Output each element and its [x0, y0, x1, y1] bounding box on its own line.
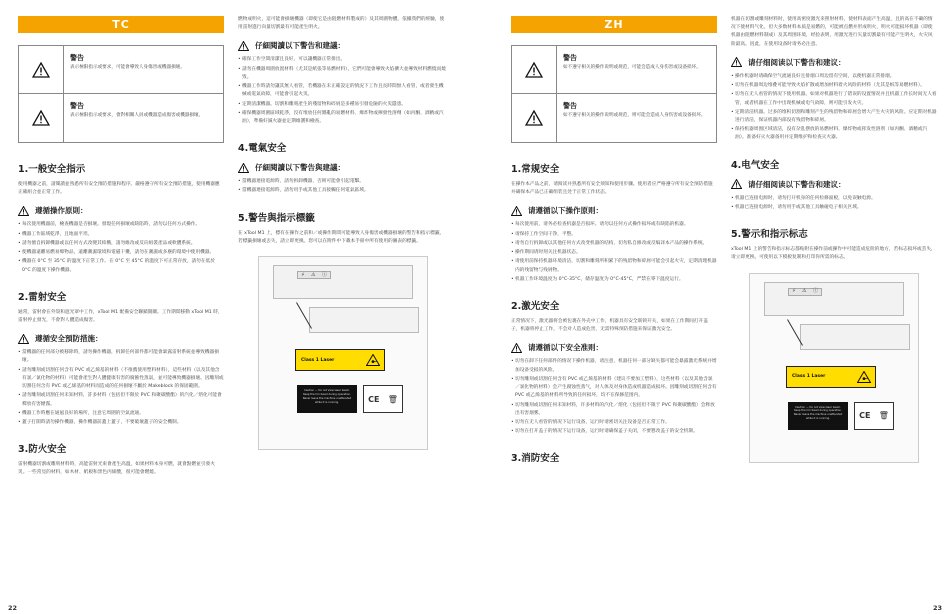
- class1-label-text: Class 1 Laser: [301, 357, 335, 363]
- warning-desc: 如不遵守相关的操作说明或规范，可能会造成人身伤害或设备损坏。: [563, 65, 701, 70]
- list-item: • 當機器的任何部分被移除時，請勿操作機器，拆卸任何部件都可能會暴露雷射系統並導致機器損壞。: [18, 349, 224, 365]
- info-icon: ⓘ: [321, 271, 327, 278]
- class1-label-text: Class 1 Laser: [792, 374, 826, 379]
- bullet-list: [731, 73, 937, 143]
- language-banner: TC: [18, 16, 224, 33]
- recycle-bin-icon: 🗑: [387, 394, 398, 404]
- section-title-warning-labels: 5.警告與指示標籤: [238, 212, 315, 224]
- warning-row: [512, 94, 716, 142]
- section-title-laser-safety: 2.雷射安全: [18, 291, 67, 303]
- subheading-text: 仔細閱讀以下警告和建議：: [255, 41, 345, 51]
- list-item: • 机器已连接电源时，请勿用手或其他工具触碰电子相关区域。: [731, 204, 937, 212]
- subheading: [511, 342, 717, 353]
- section-paragraph: 在 xTool M1 上，標有在操作之前和／或操作期間可能導致人身傷害或機器損壞的警告和指示標籤，若標籤損壞或丟失，請立即更換。您可以在附件中下載本手冊中所有使用的圖表的標籤。: [238, 230, 445, 244]
- list-item: • 请使用前保持机器环境清洁，切割和雕刻所积累下的残留物和碎屑可能会引起火灾，定期清理机器内的残留物与残屑物。: [511, 258, 717, 274]
- section-title-warning-labels: 5.警示和指示标志: [731, 229, 808, 241]
- warning-triangle-icon: [19, 94, 64, 142]
- warning-triangle-icon: [512, 94, 557, 142]
- section-title-general-safety: 1.常规安全: [511, 164, 560, 175]
- warning-triangle-icon: [511, 343, 522, 353]
- warning-triangle-icon: [19, 46, 64, 93]
- list-item: • 機器工作時應在通風良好的場所，注意它周圍的空氣流通。: [18, 410, 224, 418]
- warning-triangle-icon: [731, 57, 742, 67]
- warning-title: 警告: [70, 54, 84, 62]
- list-item: • 机器已连接电源时，请勿打开机身的任何检修面板，以免误触电源。: [731, 195, 937, 203]
- list-item: • 切勿在打开盖子的情况下运行设备，运行时请确保盖子关闭，不要篡改盖子的安全机制。: [511, 428, 717, 436]
- ce-label: [363, 385, 403, 413]
- list-item: • 每次使用前，请务必检查机器是否损坏。请勿以任何方式操作损坏或有缺陷的机器。: [511, 221, 717, 229]
- machine-front-panel: [800, 324, 910, 350]
- page-number: 22: [8, 604, 18, 612]
- section-paragraph: 机器在切割或雕刻材料时，使用高密度激光来照射材料，使材料表面产生高温，且的高在不确的情况下使材料气化，但大多数材料本质是易燃的，可能被点燃并形成明火，明火可能损坏机器（即使机器由阻燃材料制成）及其周围环境，经验表明，用激光进行矢量切割最有可能产生明火，火灾风险最高。因此，在使用设备时请务必注意。: [731, 17, 933, 47]
- list-item: • 保持机器周围区域清洁，没有杂乱摆放的易燃材料、爆炸物或挥发性溶剂（如丙酮、酒精或汽油）。准备好灭火器备用并定期维护和检查灭火器。: [731, 126, 937, 142]
- machine-label-strip: [297, 271, 331, 279]
- bullet-list: [18, 221, 224, 274]
- warning-triangle-icon: [512, 46, 557, 93]
- machine-front-panel: [309, 307, 419, 333]
- ce-mark: CE: [368, 394, 380, 404]
- machine-body: [273, 265, 413, 299]
- bullet-list: [18, 349, 224, 427]
- warning-desc: 表示極限指示或要求，可能會導致人身傷害或機器損壞。: [70, 65, 185, 70]
- warning-triangle-icon: [511, 206, 522, 216]
- bullet-list: [238, 56, 448, 126]
- subheading-text: 遵循安全預防措施：: [35, 334, 103, 344]
- page-right-col2: [731, 16, 937, 463]
- bullet-list: [511, 221, 717, 284]
- subheading: [238, 40, 448, 51]
- subheading-text: 请遵循以下操作原则：: [528, 206, 603, 216]
- list-item: • 請勿雕刻或切割任何未知材料，許多材料（包括但不限於 PVC 和聚碳酸酯）的汽化／熔化可能會釋放有害煙霧。: [18, 392, 224, 408]
- list-item: • 切勿雕刻或切割任何未知材料，许多材料的汽化／熔化（包括但不限于 PVC 和聚碳酸酯）会释放出有害烟雾。: [511, 402, 717, 418]
- subheading-text: 仔細閱讀以下警告與建議：: [255, 163, 345, 173]
- section-title-laser-safety: 2.激光安全: [511, 300, 560, 312]
- list-item: • 请保持工作空间干净，平整。: [511, 231, 717, 239]
- section-paragraph: 雷射機器切割或雕刻材料時，高能雷射光束會產生高溫，如果材料本身可燃，就會點燃並引發火災。一些常見的材料，如木材、紙板和黑色丙烯酸，很可能會燃燒。: [18, 462, 215, 476]
- caution-label: [788, 402, 848, 430]
- warning-title: 警告: [70, 102, 84, 110]
- subheading-text: 请仔细阅读以下警告和建议：: [748, 179, 846, 189]
- bullet-list: [731, 195, 937, 212]
- list-item: • 機器在 0°C 至 35°C 的溫度下正常工作。在 0°C 至 45°C 的溫度下可正常存放，請勿在低於 0°C 的溫度下操作機器。: [18, 258, 224, 274]
- info-icon: ⓘ: [812, 288, 818, 294]
- warning-triangle-icon: ⚠: [311, 271, 316, 278]
- subheading: [731, 57, 937, 68]
- warning-triangle-icon: [731, 179, 742, 189]
- lightning-icon: ⚡: [792, 288, 796, 294]
- machine-label-illustration: [749, 273, 919, 463]
- list-item: • 切勿在机器周边堆叠可能导致火焰扩散或增加材料着火风险的材料（尤其是纸等易燃材料）。: [731, 82, 937, 90]
- list-item: • 操作机器时请确保空气流通良好且排烟口周边留有空间，以便机器正常排烟。: [731, 73, 937, 81]
- lightning-icon: ⚡: [301, 271, 305, 278]
- subheading-text: 遵循操作原則：: [35, 206, 88, 216]
- warning-row: [512, 46, 716, 94]
- list-item: • 確保工作空間清潔且良好，可以讓機器正常排出。: [238, 56, 448, 64]
- section-paragraph: xTool M1 上的警告和指示标志都贴附在操作前或操作中可能造成危险的地方，若标志损坏或丢失，请立即更换。可使用以下模板复制和打印你所需的标志。: [731, 247, 936, 261]
- section-title-general-safety: 1.一般安全指示: [18, 164, 86, 175]
- list-item: • 請勿擅自拆卸機器或以任何方式改變其結構，請勿維改或反向組裝產品或軟體系統。: [18, 240, 224, 248]
- warning-triangle-icon: ⚠: [802, 288, 807, 294]
- section-title-electrical-safety: 4.電氣安全: [238, 143, 287, 155]
- caution-label: [297, 385, 357, 413]
- page-number: 23: [932, 604, 942, 612]
- section-title-fire-safety: 3.消防安全: [511, 453, 560, 465]
- warning-desc: 如不遵守相关的操作说明或规范，则可能会造成人身伤害或设备损坏。: [563, 113, 706, 118]
- list-item: • 切勿在卸下任何部件的情况下操作机器，请注意，机器任何一部分缺失都可能会暴露激光系统并增加设备受损的风险。: [511, 358, 717, 374]
- section-paragraph: 燃物成明火，這可能會損壞機器（即使它是由阻燃材料製成的）及其周圍物體，依據我們的經驗，使用雷射進行向量切割最有可能產生明火。: [238, 17, 445, 31]
- caution-label-text: Caution — Do not view laser beam. Keep the lid closed during operation. Never leave the machine unattended while it is running.: [793, 405, 843, 421]
- class1-laser-label: [786, 366, 876, 388]
- list-item: • 機器工作時請勿讓其無人看管，若機器在未正確設定的情況下工作且長時間無人看管，或者發生機械或電氣故障，可能會引起火災。: [238, 83, 448, 99]
- recycle-bin-icon: 🗑: [878, 411, 889, 420]
- machine-label-strip: [788, 288, 822, 296]
- warning-triangle-icon: [238, 41, 249, 51]
- class1-laser-label: [295, 349, 385, 371]
- language-banner: ZH: [511, 16, 717, 33]
- section-paragraph: 正常情况下，激光器将会被包裹在外壳中工作，机器具有安全联锁开关，如果在工作期间打开盖子，机器将停止工作，不会对人造成危害，无需特殊预防措施来保证激光安全。: [511, 318, 708, 333]
- list-item: • 使機器遠離易燃易爆物品，遠離潮濕環境和電磁干擾，請勿在潮濕或多塵的環境中使用機器。: [18, 249, 224, 257]
- list-item: • 當機器連接電源時，請勿拆卸機器，否則可能會引起電擊。: [238, 178, 448, 186]
- subheading: [511, 205, 717, 216]
- list-item: • 操作期间请时刻关注机器状态。: [511, 249, 717, 257]
- list-item: • 切勿在无人看管的情况下使用机器。如果对机器进行了错误的设置情况并且机器工作长时间无人看管，或者机器在工作中出现机械或电气故障，则可能引发火灾。: [731, 91, 937, 107]
- warning-triangle-icon: [238, 163, 249, 173]
- ce-mark: CE: [859, 411, 871, 420]
- section-paragraph: 在操作本产品之前，请阅读并熟悉所有安全须知和使用步骤。使用者应严格遵守所有安全预防措施并确保本产品已正确组装且处于正常工作状态。: [511, 182, 713, 196]
- warning-triangle-icon: [18, 206, 29, 216]
- warning-title: 警告: [563, 102, 577, 110]
- warning-row: [19, 46, 223, 94]
- list-item: • 切勿雕刻或切割任何含有 PVC 或乙烯基的材料（建议不要加工塑料），这些材料（以及其他含氯／氯化物的材料）会产生腐蚀性蒸气，对人体及对身体造成机器造成损坏。因雕刻或切割任何含有 PVC 或乙烯基的材料所导致的任何损坏，均不在保修范围内。: [511, 376, 717, 401]
- list-item: • 机器工作环境温度为 0°C-35°C，储存温度为 0°C-45°C，严禁在零下温度运行。: [511, 276, 717, 284]
- list-item: • 機器工作區域乾淨，且地面平坦。: [18, 231, 224, 239]
- page-right: [475, 0, 950, 614]
- warning-row: [19, 94, 223, 142]
- caution-label-text: Caution — Do not view laser beam. Keep the lid closed during operation. Never leave the machine unattended while it is running.: [302, 389, 352, 404]
- section-title-electrical-safety: 4.电气安全: [731, 159, 780, 171]
- warning-box: [511, 45, 717, 143]
- list-item: • 定期清洁机器。过多的堆积切割和雕刻产生的残留物和碎屑会增大产生火灾的风险。应定期对机器进行清洁，保证机器内部没有残留物和碎屑。: [731, 109, 937, 125]
- list-item: • 每次使用機器前，檢查機器是否損壞。發現任何損壞或缺陷時，請勿以任何方式操作。: [18, 221, 224, 229]
- bullet-list: [238, 178, 448, 195]
- section-title-fire-safety: 3.防火安全: [18, 444, 67, 456]
- list-item: • 定期清潔機器。切割和雕刻產生的殘留物和碎屑是多種易引發危險的火災隱患。: [238, 101, 448, 109]
- list-item: • 當機器連接電源時，請勿用手或其他工具接觸任何電氣區域。: [238, 187, 448, 195]
- subheading-text: 请仔细阅读以下警告和建议：: [748, 57, 846, 67]
- page-left-col1: [18, 16, 224, 478]
- subheading-text: 请遵循以下安全准则：: [528, 343, 603, 353]
- list-item: • 請勿在機器周圍放置材料（尤其是紙張等易燃材料），它們可能會導致火焰擴大並導致材料燃燒而燒毀。: [238, 66, 448, 82]
- warning-triangle-icon: [18, 334, 29, 344]
- section-paragraph: 通常，雷射會在外殼和遮光罩中工作，xTool M1 配備安全聯鎖開關。工作期間移動 xTool M1 時，雷射停止發光，不會對人體造成傷害。: [18, 309, 223, 323]
- warning-title: 警告: [563, 54, 577, 62]
- machine-body: [764, 282, 904, 316]
- warning-box: [18, 45, 224, 143]
- section-paragraph: 使用機器之前，請閱讀並熟悉所有安全預防措施和程序。嚴格遵守所有安全預防措施，使用機器應正確組合並正常工作。: [18, 182, 220, 196]
- list-item: • 請勿雕刻或切割任何含有 PVC 或乙烯基的材料（不推薦使用塑料材料），這些材料（以及其他含有氯／氯化物的材料）可能會產生對人體健康有害的腐蝕性蒸氣，並可能導致機器損壞。因雕刻或切割任何含有 PVC 或乙烯基的材料而造成的任何損壞不屬於 Makeblock 的保固範圍。: [18, 367, 224, 392]
- subheading: [731, 179, 937, 190]
- subheading: [238, 162, 448, 173]
- page-right-col1: [511, 16, 717, 470]
- list-item: • 请勿自行拆卸或以其他任何方式改变机器的结构，切勿私自修改或反编译本产品的操作系统。: [511, 240, 717, 248]
- laser-hazard-icon: [366, 354, 380, 366]
- list-item: • 蓋子打開時請勿操作機器，操作機器前蓋上蓋子，不要破壞蓋子的安全機制。: [18, 419, 224, 427]
- list-item: • 切勿在无人看管的情况下运行设备，运行时请密切关注设备是否正常工作。: [511, 419, 717, 427]
- machine-label-illustration: [258, 256, 428, 450]
- bullet-list: [511, 358, 717, 436]
- ce-label: [854, 402, 894, 430]
- list-item: • 確保機器周圍區域乾淨，沒有堆放任何雜亂的易燃材料、爆炸物或揮發性溶劑（如丙酮、酒精或汽油），準備好滅火器並定期維護和檢查。: [238, 110, 448, 126]
- subheading: [18, 333, 224, 344]
- subheading: [18, 205, 224, 216]
- laser-hazard-icon: [857, 371, 871, 383]
- page-left-col2: [238, 16, 448, 450]
- warning-desc: 表示極限指示或要求，會對相關人員或機器造成傷害或機器損壞。: [70, 113, 204, 118]
